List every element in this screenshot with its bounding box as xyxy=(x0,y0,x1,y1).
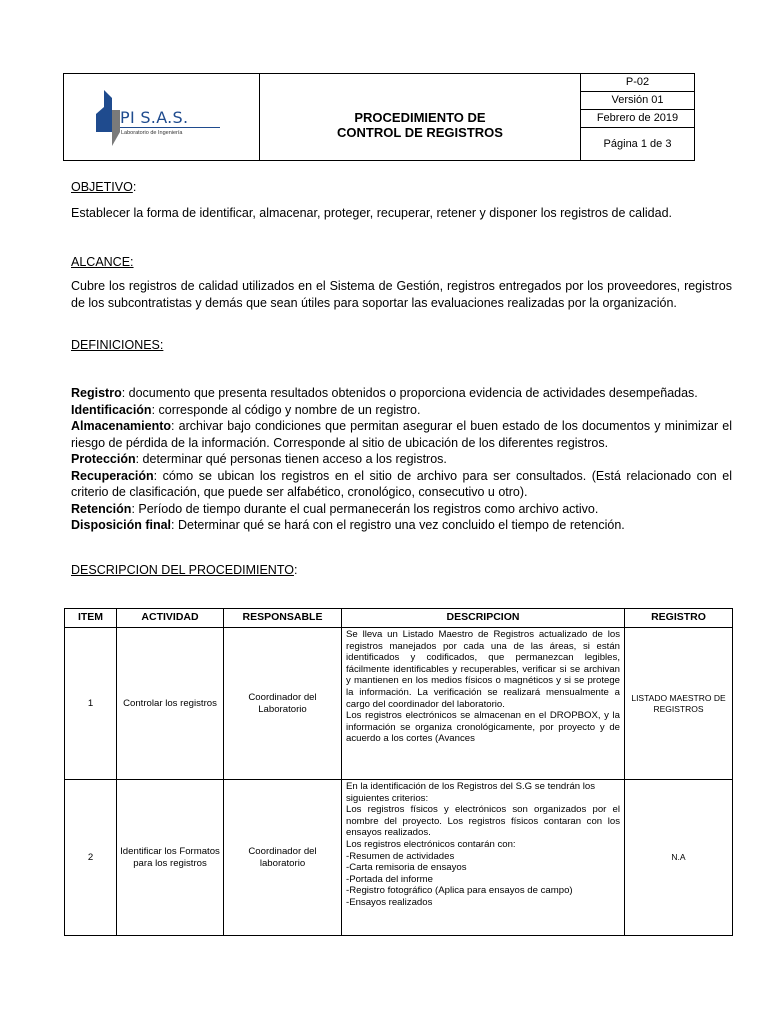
cell-registro: LISTADO MAESTRO DE REGISTROS xyxy=(625,628,733,780)
table-row xyxy=(65,780,733,936)
definition-item: Registro: documento que presenta resultados obtenidos o proporciona evidencia de actividades desempeñadas. xyxy=(71,386,698,400)
column-header-descripcion: DESCRIPCION xyxy=(342,609,625,628)
table-row xyxy=(65,628,733,780)
definition-item: Protección: determinar qué personas tienen acceso a los registros. xyxy=(71,452,447,466)
alcance-text: Cubre los registros de calidad utilizados en el Sistema de Gestión, registros entregados por los proveedores, registros de los subcontratistas y demás que sean útiles para soportar las evaluaciones realizadas por la organización. xyxy=(71,279,732,310)
table-header-row xyxy=(65,609,733,628)
definition-item: Disposición final: Determinar qué se hará con el registro una vez concluido el tiempo de retención. xyxy=(71,518,625,532)
cell-descripcion: En la identificación de los Registros del S.G se tendrán los siguientes criterios: Los registros físicos y electrónicos son organizados por el nombre del proyecto. Los registros físicos contaran con los ensayos realizados. Los registros electrónicos contarán con: -Resumen de actividades -Carta remisoria de ensayos -Portada del informe -Registro fotográfico (Aplica para ensayos de campo) -Ensayos realizados xyxy=(342,780,625,936)
logo-mark-icon xyxy=(94,88,120,150)
logo-subtitle: Laboratorio de Ingeniería xyxy=(121,130,183,136)
cell-actividad: Identificar los Formatos para los registros xyxy=(117,780,224,936)
doc-version: Versión 01 xyxy=(581,92,694,110)
objetivo-text: Establecer la forma de identificar, almacenar, proteger, recuperar, retener y disponer los registros de calidad. xyxy=(71,206,673,220)
title-line-2: CONTROL DE REGISTROS xyxy=(337,125,503,140)
cell-registro: N.A xyxy=(625,780,733,936)
definiciones-list xyxy=(71,385,732,534)
procedure-table xyxy=(64,608,733,936)
document-meta xyxy=(581,74,694,160)
objetivo-heading: OBJETIVO: xyxy=(71,180,137,194)
definition-item: Identificación: corresponde al código y nombre de un registro. xyxy=(71,402,421,417)
logo-name: PI S.A.S. xyxy=(120,108,189,127)
column-header-responsable: RESPONSABLE xyxy=(224,609,342,628)
cell-item: 1 xyxy=(65,628,117,780)
doc-date: Febrero de 2019 xyxy=(581,110,694,128)
document-title xyxy=(260,74,581,160)
column-header-actividad: ACTIVIDAD xyxy=(117,609,224,628)
logo-underline xyxy=(120,127,220,128)
alcance-heading: ALCANCE: xyxy=(71,255,134,269)
company-logo xyxy=(64,74,260,160)
definition-item: Almacenamiento: archivar bajo condiciones que permitan asegurar el buen estado de los documentos y minimizar el riesgo de pérdida de la información. Corresponde al sitio de ubicación de los diferentes registros. xyxy=(71,419,732,450)
cell-responsable: Coordinador del Laboratorio xyxy=(224,628,342,780)
column-header-item: ITEM xyxy=(65,609,117,628)
cell-item: 2 xyxy=(65,780,117,936)
definition-item: Recuperación: cómo se ubican los registros en el sitio de archivo para ser consultados. (Está relacionado con el criterio de clasificación, que puede ser alfabético, cronológico, consecutivo u otro). xyxy=(71,468,732,499)
procedimiento-heading: DESCRIPCION DEL PROCEDIMIENTO: xyxy=(71,563,298,577)
document-header xyxy=(63,73,695,161)
definition-item: Retención: Período de tiempo durante el cual permanecerán los registros como archivo activo. xyxy=(71,501,599,516)
cell-actividad: Controlar los registros xyxy=(117,628,224,780)
title-line-1: PROCEDIMIENTO DE xyxy=(354,110,486,125)
doc-code: P-02 xyxy=(581,74,694,92)
cell-responsable: Coordinador del laboratorio xyxy=(224,780,342,936)
doc-page: Página 1 de 3 xyxy=(603,137,672,150)
cell-descripcion: Se lleva un Listado Maestro de Registros actualizado de los registros manejados por cada una de las áreas, si están identificados y codificados, que permanezcan legibles, fácilmente identificables y recuperables, verificar si se archivan y mantienen en los medios físicos o magnéticos y si se protege la información. La verificación se realizará mensualmente a cargo del coordinador del laboratorio. Los registros electrónicos se almacenan en el DROPBOX, y la información se organiza cronológicamente, por proyecto y de acuerdo a los cortes (Avances xyxy=(342,628,625,780)
definiciones-heading: DEFINICIONES: xyxy=(71,338,164,352)
column-header-registro: REGISTRO xyxy=(625,609,733,628)
